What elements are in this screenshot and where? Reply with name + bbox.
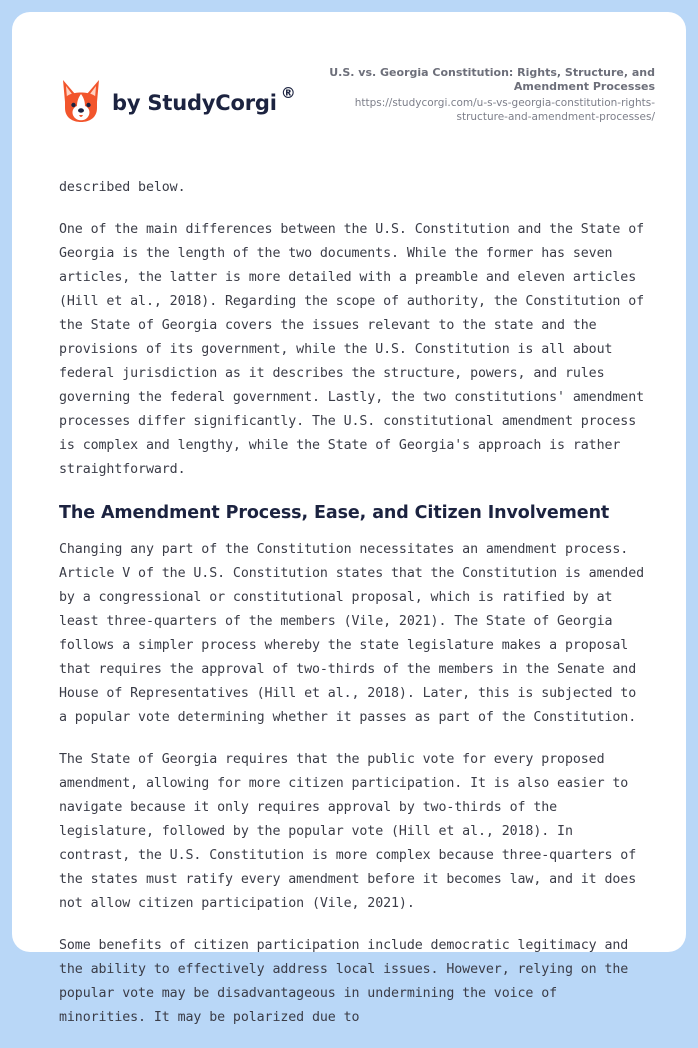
document-title: U.S. vs. Georgia Constitution: Rights, Structure, and Amendment Processes <box>329 66 655 93</box>
document-page <box>12 12 686 1025</box>
logo-text: by StudyCorgi <box>112 91 277 115</box>
page-header <box>12 12 686 162</box>
document-body <box>59 176 649 1048</box>
paragraph-continuation: described below. <box>59 180 186 195</box>
paragraph-amendment-process: Changing any part of the Constitution necessitates an amendment process. Article V of the U.S. Constitution states that the Constitution is amended by a congressional or constitutional proposal, which is ratified by at least three-quarters of the members (Vile, 2021). The State of Georgia follows a simpler process whereby the state legislature makes a proposal that requires the approval of two-thirds of the members in the Senate and House of Representatives (Hill et al., 2018). Later, this is subjected to a popular vote determining whether it passes as part of the Constitution. <box>59 542 645 725</box>
paragraph-georgia-vote: The State of Georgia requires that the public vote for every proposed amendment, allowing for more citizen participation. It is also easier to navigate because it only requires approval by two-thirds of the legislature, followed by the popular vote (Hill et al., 2018). In contrast, the U.S. Constitution is more complex because three-quarters of the states must ratify every amendment before it becomes law, and it does not allow citizen participation (Vile, 2021). <box>59 752 637 911</box>
document-meta <box>315 66 655 124</box>
corgi-icon <box>60 78 102 124</box>
paragraph-citizen-participation: Some benefits of citizen participation include democratic legitimacy and the ability to effectively address local issues. However, relying on the popular vote may be disadvantageous in undermining the voice of minorities. It may be polarized due to <box>59 938 629 1025</box>
registered-mark: ® <box>280 84 296 102</box>
section-heading: The Amendment Process, Ease, and Citizen Involvement <box>59 503 610 523</box>
studycorgi-logo[interactable] <box>60 76 296 126</box>
paragraph-differences: One of the main differences between the U.S. Constitution and the State of Georgia is the length of the two documents. While the former has seven articles, the latter is more detailed with a preamble and eleven articles (Hill et al., 2018). Regarding the scope of authority, the Constitution of the State of Georgia covers the issues relevant to the state and the provisions of its government, while the U.S. Constitution is all about federal jurisdiction as it describes the structure, powers, and rules governing the federal government. Lastly, the two constitutions' amendment processes differ significantly. The U.S. constitutional amendment process is complex and lengthy, while the State of Georgia's approach is rather straightforward. <box>59 222 645 477</box>
document-url[interactable]: https://studycorgi.com/u-s-vs-georgia-constitution-rights-structure-and-amendment-processes/ <box>354 97 655 123</box>
